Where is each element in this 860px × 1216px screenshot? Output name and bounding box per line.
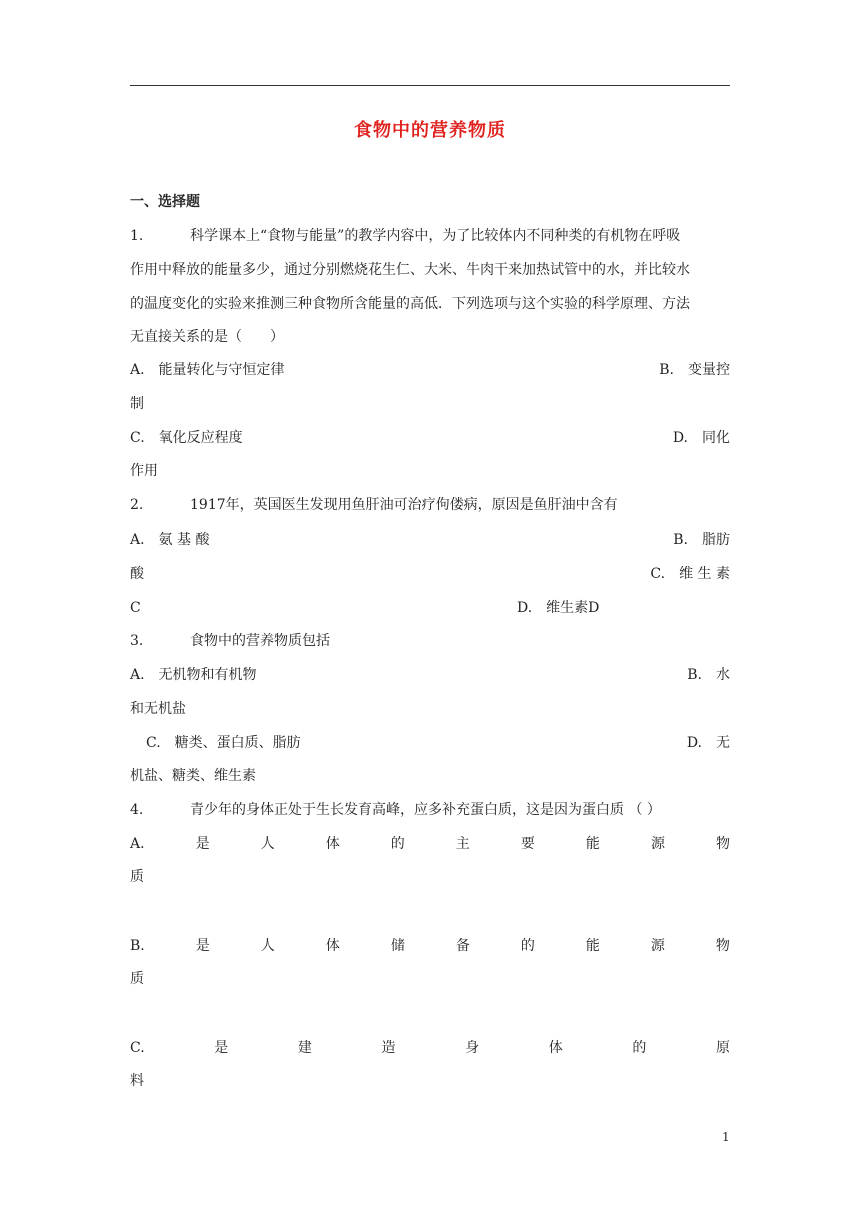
q4-a-char: 要 [520, 836, 535, 852]
q4-a-char: 能 [585, 836, 600, 852]
q3-option-d-wrap: 机盐、糖类、维生素 [130, 768, 256, 784]
q4-a-char: A. [130, 836, 145, 852]
q4-c-char: C. [130, 1040, 145, 1056]
q1-text-line: 科学课本上“食物与能量”的教学内容中，为了比较体内不同种类的有机物在呼吸 [190, 228, 681, 244]
page-number: 1 [722, 1130, 730, 1144]
q4-b-char: 能 [585, 938, 600, 954]
q4-a-char: 的 [390, 836, 405, 852]
q3-option-d: D. 无 [686, 735, 730, 751]
q3-option-b-wrap: 和无机盐 [130, 701, 186, 717]
q1-option-c: C. 氧化反应程度 [130, 430, 243, 446]
q4-option-c-wrap: 料 [130, 1073, 144, 1089]
q3-text: 食物中的营养物质包括 [190, 633, 330, 649]
q1-option-b-wrap: 制 [130, 396, 144, 412]
q2-option-a: A. 氨 基 酸 [130, 532, 210, 548]
q4-c-char: 原 [715, 1040, 730, 1056]
q4-c-char: 体 [548, 1040, 563, 1056]
header-rule [130, 85, 730, 86]
q2-option-d: D. 维生素D [517, 600, 600, 616]
q4-b-char: 物 [715, 938, 730, 954]
q4-option-b [130, 936, 730, 956]
q2-text: 1917年，英国医生发现用鱼肝油可治疗佝偻病，原因是鱼肝油中含有 [190, 497, 618, 513]
q1-text-line: 的温度变化的实验来推测三种食物所含能量的高低．下列选项与这个实验的科学原理、方法 [130, 296, 690, 312]
q4-b-char: 备 [455, 938, 470, 954]
q1-option-a: A. 能量转化与守恒定律 [130, 362, 285, 378]
page-title: 食物中的营养物质 [354, 120, 506, 141]
q4-b-char: 储 [390, 938, 405, 954]
q1-text-line: 无直接关系的是（ ） [130, 329, 284, 345]
q1-option-d: D. 同化 [672, 430, 730, 446]
q2-option-c: C. 维 生 素 [650, 566, 730, 582]
q4-option-b-wrap: 质 [130, 971, 144, 987]
q1-text-line: 作用中释放的能量多少，通过分别燃烧花生仁、大米、牛肉干来加热试管中的水，并比较水 [130, 262, 690, 278]
q4-b-char: 人 [260, 938, 275, 954]
q3-number: 3. [130, 633, 144, 649]
q4-number: 4. [130, 802, 144, 818]
q4-b-char: 体 [325, 938, 340, 954]
q1-number: 1. [130, 228, 144, 244]
q3-option-b: B. 水 [687, 667, 730, 683]
q3-option-c: C. 糖类、蛋白质、脂肪 [146, 735, 301, 751]
q4-option-c [130, 1038, 730, 1058]
q4-b-char: 是 [195, 938, 210, 954]
q2-option-c-wrap: C [130, 600, 141, 616]
q4-c-char: 是 [214, 1040, 229, 1056]
section-heading: 一、选择题 [130, 194, 200, 210]
q4-b-char: 源 [650, 938, 665, 954]
q2-option-b: B. 脂肪 [673, 532, 730, 548]
q4-a-char: 人 [260, 836, 275, 852]
q4-b-char: B. [130, 938, 145, 954]
q4-c-char: 身 [465, 1040, 480, 1056]
q3-option-a: A. 无机物和有机物 [130, 667, 257, 683]
q4-a-char: 是 [195, 836, 210, 852]
q1-option-b: B. 变量控 [659, 362, 730, 378]
q4-text: 青少年的身体正处于生长发育高峰，应多补充蛋白质，这是因为蛋白质 （ ） [190, 802, 661, 818]
q4-option-a-wrap: 质 [130, 869, 144, 885]
q4-c-char: 造 [381, 1040, 396, 1056]
q4-c-char: 的 [632, 1040, 647, 1056]
q4-a-char: 体 [325, 836, 340, 852]
q1-option-d-wrap: 作用 [130, 463, 158, 479]
q2-option-b-wrap: 酸 [130, 566, 144, 582]
q4-b-char: 的 [520, 938, 535, 954]
q4-option-a [130, 834, 730, 854]
q4-c-char: 建 [297, 1040, 312, 1056]
q4-a-char: 源 [650, 836, 665, 852]
q4-a-char: 主 [455, 836, 470, 852]
q2-number: 2. [130, 497, 144, 513]
q4-a-char: 物 [715, 836, 730, 852]
